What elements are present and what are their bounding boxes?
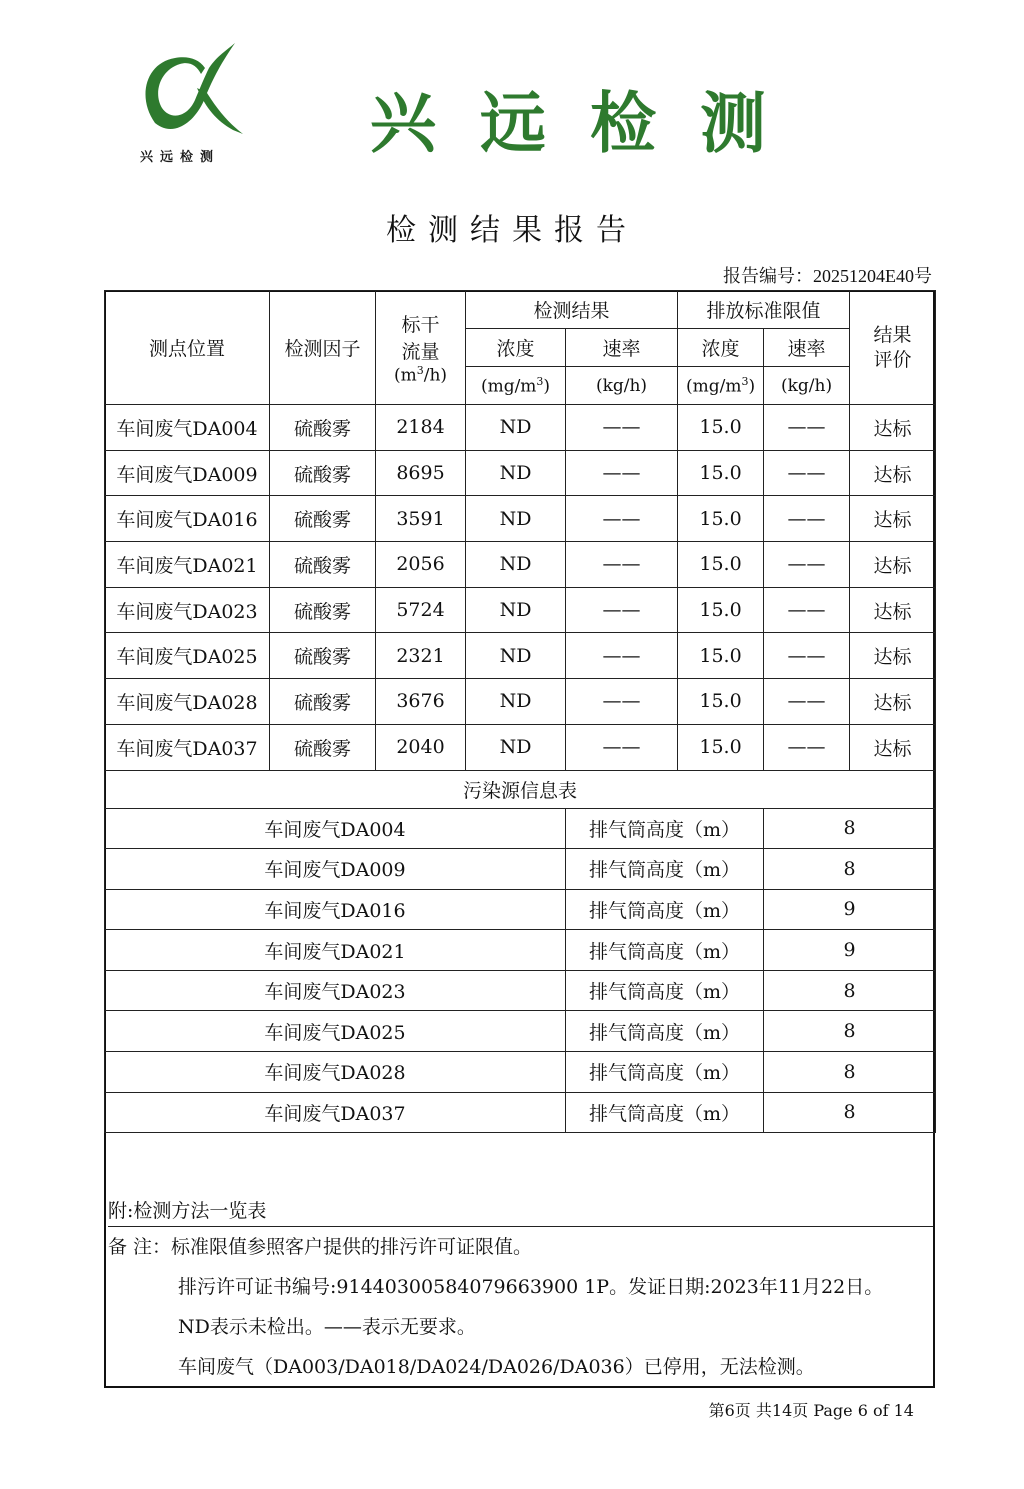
cell-rate: —— (566, 724, 678, 770)
header-limit: 排放标准限值 (678, 291, 850, 329)
remark-line-2: 排污许可证书编号:91440300584079663900 1P。发证日期:2023年11月22日。 (178, 1276, 884, 1298)
cell-eval: 达标 (850, 679, 936, 725)
header-result: 检测结果 (466, 291, 678, 329)
cell-eval: 达标 (850, 542, 936, 588)
source-cell-param: 排气筒高度（m） (566, 1052, 764, 1093)
source-cell-value: 9 (764, 930, 936, 971)
cell-location: 车间废气DA037 (105, 724, 270, 770)
cell-limit-rate: —— (764, 405, 850, 451)
cell-location: 车间废气DA025 (105, 633, 270, 679)
report-number-value: 20251204E40号 (813, 266, 932, 286)
source-cell-value: 8 (764, 1011, 936, 1052)
source-cell-name: 车间废气DA016 (105, 889, 566, 930)
source-cell-param: 排气筒高度（m） (566, 849, 764, 890)
cell-eval: 达标 (850, 450, 936, 496)
cell-eval: 达标 (850, 405, 936, 451)
cell-flow: 2184 (376, 405, 466, 451)
cell-flow: 5724 (376, 587, 466, 633)
cell-limit-rate: —— (764, 542, 850, 588)
cell-factor: 硫酸雾 (270, 633, 376, 679)
source-cell-name: 车间废气DA021 (105, 930, 566, 971)
table-row (105, 542, 936, 588)
cell-conc: ND (466, 450, 566, 496)
cell-limit-conc: 15.0 (678, 405, 764, 451)
page-title: 检测结果报告 (386, 213, 638, 248)
cell-limit-conc: 15.0 (678, 450, 764, 496)
cell-rate: —— (566, 450, 678, 496)
table-row (105, 496, 936, 542)
brand-name: 兴远检测 (370, 84, 810, 162)
cell-flow: 3591 (376, 496, 466, 542)
header-limit-conc-unit: $(mg/m^3)$ (678, 367, 764, 405)
header-result-rate: 速率 (566, 329, 678, 367)
cell-factor: 硫酸雾 (270, 542, 376, 588)
header-limit-rate-unit: (kg/h) (764, 367, 850, 405)
cell-limit-rate: —— (764, 724, 850, 770)
header-result-conc-unit: $(mg/m^3)$ (466, 367, 566, 405)
header-location: 测点位置 (105, 291, 270, 405)
cell-limit-rate: —— (764, 679, 850, 725)
source-cell-name: 车间废气DA037 (105, 1092, 566, 1133)
cell-eval: 达标 (850, 724, 936, 770)
cell-location: 车间废气DA004 (105, 405, 270, 451)
source-row (105, 1092, 936, 1133)
report-number (723, 262, 932, 288)
cell-flow: 2321 (376, 633, 466, 679)
cell-limit-conc: 15.0 (678, 724, 764, 770)
header-limit-rate: 速率 (764, 329, 850, 367)
source-row (105, 889, 936, 930)
cell-factor: 硫酸雾 (270, 724, 376, 770)
source-row (105, 930, 936, 971)
cell-limit-conc: 15.0 (678, 542, 764, 588)
logo-caption: 兴远检测 (140, 150, 221, 165)
table-row (105, 450, 936, 496)
cell-conc: ND (466, 724, 566, 770)
cell-eval: 达标 (850, 496, 936, 542)
source-row (105, 1052, 936, 1093)
table-row (105, 679, 936, 725)
header-row-1 (105, 291, 936, 329)
cell-conc: ND (466, 405, 566, 451)
cell-eval: 达标 (850, 633, 936, 679)
page-footer: 第6页 共14页 Page 6 of 14 (708, 1401, 914, 1420)
source-cell-value: 8 (764, 1052, 936, 1093)
remark-label: 备 注： (108, 1236, 172, 1258)
source-cell-value: 8 (764, 1092, 936, 1133)
cell-limit-rate: —— (764, 587, 850, 633)
cell-location: 车间废气DA021 (105, 542, 270, 588)
source-cell-param: 排气筒高度（m） (566, 930, 764, 971)
source-row (105, 808, 936, 849)
cell-factor: 硫酸雾 (270, 679, 376, 725)
report-number-label: 报告编号： (723, 266, 813, 286)
source-cell-name: 车间废气DA028 (105, 1052, 566, 1093)
table-row (105, 633, 936, 679)
source-cell-value: 8 (764, 808, 936, 849)
cell-limit-conc: 15.0 (678, 496, 764, 542)
header-flow-line1: 标干 (401, 313, 440, 336)
header-eval: 结果评价 (850, 291, 936, 405)
table-row (105, 587, 936, 633)
header-flow (376, 291, 466, 405)
source-cell-param: 排气筒高度（m） (566, 808, 764, 849)
source-cell-name: 车间废气DA023 (105, 970, 566, 1011)
cell-flow: 8695 (376, 450, 466, 496)
cell-flow: 3676 (376, 679, 466, 725)
cell-factor: 硫酸雾 (270, 405, 376, 451)
cell-conc: ND (466, 496, 566, 542)
cell-location: 车间废气DA023 (105, 587, 270, 633)
source-cell-param: 排气筒高度（m） (566, 1011, 764, 1052)
header-result-rate-unit: (kg/h) (566, 367, 678, 405)
cell-rate: —— (566, 679, 678, 725)
results-table (104, 290, 936, 1133)
cell-flow: 2040 (376, 724, 466, 770)
remark-line-4: 车间废气（DA003/DA018/DA024/DA026/DA036）已停用，无法检测。 (178, 1356, 815, 1378)
source-cell-param: 排气筒高度（m） (566, 970, 764, 1011)
cell-limit-conc: 15.0 (678, 679, 764, 725)
header-result-conc: 浓度 (466, 329, 566, 367)
source-cell-value: 8 (764, 849, 936, 890)
cell-limit-conc: 15.0 (678, 633, 764, 679)
header-limit-conc: 浓度 (678, 329, 764, 367)
table-row (105, 405, 936, 451)
source-table-title-row (105, 770, 936, 808)
source-cell-value: 9 (764, 889, 936, 930)
cell-conc: ND (466, 542, 566, 588)
table-row (105, 724, 936, 770)
cell-location: 车间废气DA028 (105, 679, 270, 725)
source-cell-name: 车间废气DA009 (105, 849, 566, 890)
cell-rate: —— (566, 542, 678, 588)
header-factor: 检测因子 (270, 291, 376, 405)
remark-line-3: ND表示未检出。——表示无要求。 (178, 1316, 476, 1338)
source-row (105, 1011, 936, 1052)
notes-section (108, 1196, 933, 1387)
cell-location: 车间废气DA016 (105, 496, 270, 542)
source-cell-name: 车间废气DA025 (105, 1011, 566, 1052)
source-cell-param: 排气筒高度（m） (566, 1092, 764, 1133)
header-flow-unit: $(m^3/h)$ (393, 363, 448, 386)
cell-limit-rate: —— (764, 450, 850, 496)
cell-rate: —— (566, 496, 678, 542)
cell-conc: ND (466, 679, 566, 725)
cell-eval: 达标 (850, 587, 936, 633)
source-row (105, 849, 936, 890)
company-logo-icon (135, 38, 250, 138)
cell-conc: ND (466, 587, 566, 633)
cell-conc: ND (466, 633, 566, 679)
cell-rate: —— (566, 633, 678, 679)
header-flow-line2: 流量 (401, 340, 440, 363)
source-cell-name: 车间废气DA004 (105, 808, 566, 849)
cell-limit-rate: —— (764, 496, 850, 542)
source-table-title: 污染源信息表 (105, 770, 936, 808)
source-cell-param: 排气筒高度（m） (566, 889, 764, 930)
cell-flow: 2056 (376, 542, 466, 588)
cell-factor: 硫酸雾 (270, 496, 376, 542)
remark-line-1: 备 注：标准限值参照客户提供的排污许可证限值。 (108, 1236, 533, 1258)
cell-location: 车间废气DA009 (105, 450, 270, 496)
source-row (105, 970, 936, 1011)
cell-rate: —— (566, 587, 678, 633)
appendix-label: 附:检测方法一览表 (108, 1196, 933, 1227)
cell-limit-rate: —— (764, 633, 850, 679)
cell-factor: 硫酸雾 (270, 450, 376, 496)
source-cell-value: 8 (764, 970, 936, 1011)
cell-limit-conc: 15.0 (678, 587, 764, 633)
cell-rate: —— (566, 405, 678, 451)
cell-factor: 硫酸雾 (270, 587, 376, 633)
